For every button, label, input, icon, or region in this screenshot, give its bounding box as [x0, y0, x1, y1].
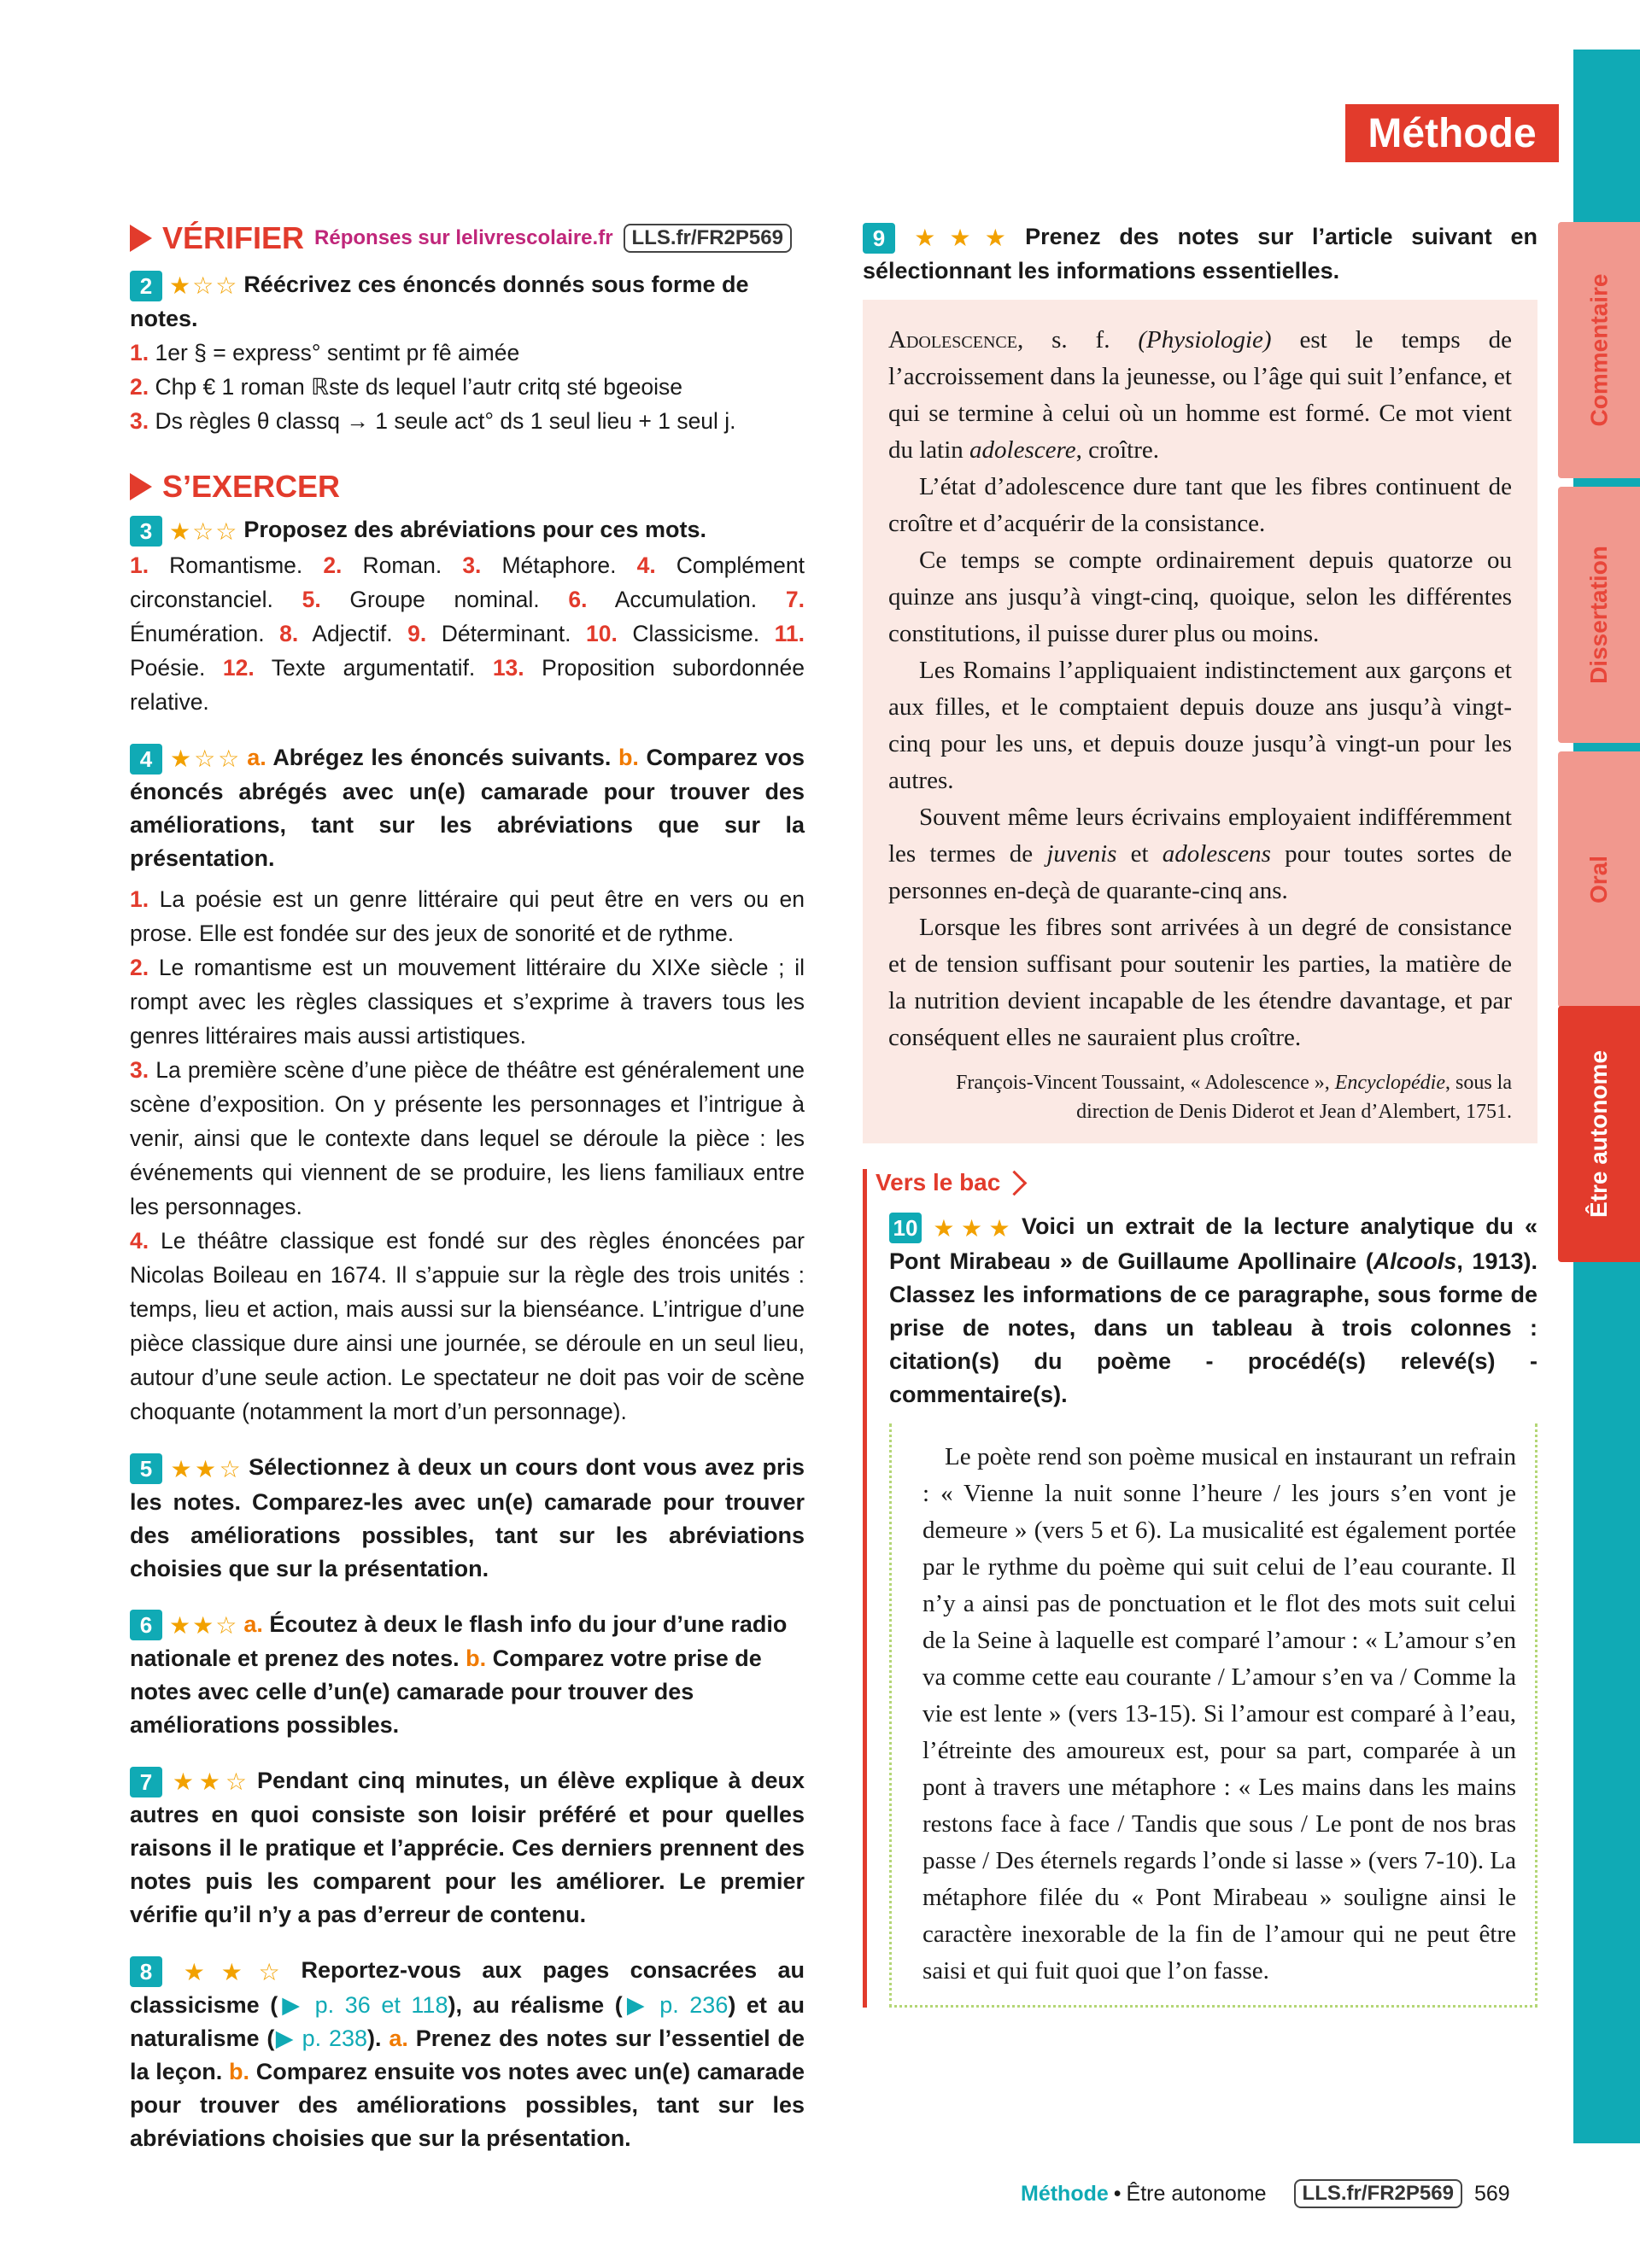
star-rating-icon: ★★★	[902, 225, 1021, 252]
exercise-number: 9	[863, 223, 895, 254]
exercise-5	[130, 1451, 805, 1585]
page-ref-link[interactable]: ▶ p. 238	[274, 2025, 367, 2051]
exercise-6: 6 ★★☆ a. Écoutez à deux le flash info du jour d’une radio nationale et prenez des notes. b. Comparez votre prise de notes avec celle d’un(e) camarade pour trouver des améliorations possibles.	[130, 1610, 788, 1738]
sexercer-title: S’EXERCER	[162, 469, 341, 505]
list-item: 1. La poésie est un genre littéraire qui peut être en vers ou en prose. Elle est fondée sur des jeux de sonorité et de rythme.	[130, 886, 805, 947]
exercise-number: 8	[130, 1956, 162, 1987]
paragraph: Ce temps se compte ordinairement depuis quatorze ou quinze ans jusqu’à vingt-cinq, quoique, selon les différentes constitutions, il puisse durer plus ou moins.	[888, 547, 1512, 648]
exercise-7	[130, 1764, 805, 1932]
exercise-number: 7	[130, 1767, 162, 1797]
exercise-instruction: Réécrivez ces énoncés donnés sous forme de notes.	[130, 272, 749, 332]
article-text-box	[863, 300, 1538, 1143]
exercise-instruction: Proposez des abréviations pour ces mots.	[243, 517, 706, 543]
star-rating-icon: ★★☆	[169, 1611, 239, 1639]
star-rating-icon: ★★★	[928, 1214, 1016, 1242]
star-rating-icon: ★☆☆	[169, 745, 243, 773]
list-item: 1. 1er § = express° sentimt pr fê aimée	[130, 340, 520, 366]
page-footer: Méthode • Être autonome LLS.fr/FR2P569 569	[1021, 2179, 1510, 2208]
exercise-4: 4 ★☆☆ a. Abrégez les énoncés suivants. b. Comparez vos énoncés abrégés avec un(e) camarade pour trouver des améliorations, tant sur les abréviations que sur la présentation. 1. La poésie est un genre littéraire qui peut être en vers ou en prose. Elle est fondée sur des jeux de sonorité et de rythme. 2. Le romantisme est un mouvement littéraire du XIXe siècle ; il rompt avec les règles classiques et s’exprime à travers tous les genres littéraires mais aussi artistiques. 3. La première scène d’une pièce de théâtre est généralement une scène d’exposition. On y présente les personnages et l’intrigue à venir, ainsi que le contexte dans lequel se déroule la pièce : les événements qui viennent de se produire, les liens familiaux entre les personnages. 4. Le théâtre classique est fondé sur des règles énoncées par Nicolas Boileau en 1674. Il s’appuie sur la règle des trois unités : temps, lieu et action, mais aussi sur la bienséance. L’intrigue d’une pièce classique dure ainsi une journée, se déroule en un seul lieu, autour d’une seule action. Le spectateur ne doit pas voir de scène choquante (notamment la mort d’un personnage).	[130, 741, 805, 1429]
methode-banner: Méthode	[1345, 104, 1559, 162]
verifier-header	[130, 220, 805, 256]
tab-oral[interactable]: Oral	[1558, 751, 1640, 1008]
source-credit: François-Vincent Toussaint, « Adolescence », Encyclopédie, sous la direction de Denis Diderot et Jean d’Alembert, 1751.	[956, 1072, 1512, 1124]
word-list: 1. Romantisme. 2. Roman. 3. Métaphore. 4. Complément circonstanciel. 5. Groupe nominal. 6. Accumulation. 7. Énumération. 8. Adjectif. 9. Déterminant. 10. Classicisme. 11. Poésie. 12. Texte argumentatif. 13. Proposition subordonnée relative.	[130, 552, 805, 715]
exercise-number: 5	[130, 1453, 162, 1484]
analysis-text-box: Le poète rend son poème musical en instaurant un refrain : « Vienne la nuit sonne l’heure / les jours s’en vont je demeure » (vers 5 et 6). La musicalité est également portée par le rythme du poème qui suit celui de l’eau courante. Il n’y a ainsi pas de ponctuation et le flot des mots suit celui de la Seine à laquelle est comparé l’amour : « L’amour s’en va comme cette eau courante / L’amour s’en va / Comme la vie est lente » (vers 13-15). Si l’amour est comparé à l’eau, l’étreinte des amoureux est, pour sa part, comparée à un pont à travers une métaphore : « Les mains dans les mains restons face à face / Tandis que sous / Le pont de nos bras passe / Des éternels regards l’onde si lasse » (vers 7-10). La métaphore filée du « Pont Mirabeau » souligne ainsi le caractère inexorable de la fin de l’amour qui ne peut être saisi et qui fuit quoi que l’on fasse.	[889, 1423, 1538, 2008]
exercise-number: 2	[130, 271, 162, 301]
list-item: 2. Chp € 1 roman ℝste ds lequel l’autr critq sté bgeoise	[130, 374, 683, 400]
paragraph: Souvent même leurs écrivains employaient indifféremment les termes de juvenis et adolescens pour toutes sortes de personnes en-deçà de quarante-cinq ans.	[888, 804, 1512, 905]
exercise-instruction: Sélectionnez à deux un cours dont vous avez pris les notes. Comparez-les avec un(e) camarade pour trouver des améliorations possibles, tant sur les abréviations choisies que sur la présentation.	[130, 1454, 805, 1581]
list-item: 3. Ds règles θ classq → 1 seule act° ds 1 seul lieu + 1 seul j.	[130, 408, 736, 435]
answers-link[interactable]: Réponses sur lelivrescolaire.fr	[314, 226, 613, 249]
star-rating-icon: ★☆☆	[169, 517, 239, 545]
star-rating-icon: ★★☆	[169, 1768, 252, 1796]
list-item: 3. La première scène d’une pièce de théâtre est généralement une scène d’exposition. On y présente les personnages et l’intrigue à venir, ainsi que le contexte dans lequel se déroule la pièce : les événements qui viennent de se produire, les liens familiaux entre les personnages.	[130, 1057, 805, 1220]
paragraph: Les Romains l’appliquaient indistinctement aux garçons et aux filles, et le comptaient depuis douze ans jusqu’à vingt-cinq pour les uns, et depuis douze jusqu’à vingt-un pour les autres.	[888, 657, 1512, 795]
exercise-8: 8 ★★☆ Reportez-vous aux pages consacrées au classicisme (▶ p. 36 et 118), au réalisme (▶ p. 236) et au naturalisme (▶ p. 238). a. Prenez des notes sur l’essentiel de la leçon. b. Comparez ensuite vos notes avec un(e) camarade pour trouver des améliorations possibles, tant sur les abréviations choisies que sur la présentation.	[130, 1957, 805, 2151]
verifier-title: VÉRIFIER	[162, 220, 305, 255]
exercise-instruction: Pendant cinq minutes, un élève explique à deux autres en quoi consiste son loisir préféré et pour quelles raisons il le pratique et l’apprécie. Ces derniers prennent des notes puis les comparent pour les améliorer. Le premier vérifie qu’il n’y a pas d’erreur de contenu.	[130, 1767, 805, 1928]
exercise-10: 10 ★★★ Voici un extrait de la lecture analytique du « Pont Mirabeau » de Guillaume Apollinaire (Alcools, 1913). Classez les informations de ce paragraphe, sous forme de prise de notes, dans un tableau à trois colonnes : citation(s) du poème - procédé(s) relevé(s) - commentaire(s).	[889, 1213, 1538, 1407]
page-ref-link[interactable]: ▶ p. 36 et 118	[278, 1991, 448, 2018]
right-column	[863, 220, 1538, 2008]
triangle-icon	[130, 225, 152, 252]
paragraph: Lorsque les fibres sont arrivées à un degré de consistance et de tension suffisant pour soutenir les parties, la matière de la nutrition devient incapable de les étendre davantage, et par conséquent elles ne sauraient plus croître.	[888, 914, 1512, 1052]
chevron-right-icon	[1002, 1171, 1028, 1196]
paragraph: Adolescence, s. f. (Physiologie) est le temps de l’accroissement dans la jeunesse, ou l’âge qui suit l’enfance, et qui se termine à celui où un homme est formé. Ce mot vient du latin adolescere, croître.	[888, 326, 1512, 465]
bac-block	[863, 1196, 1538, 2007]
exercise-3	[130, 513, 805, 718]
tab-etre-autonome[interactable]: Être autonome	[1558, 1006, 1640, 1262]
triangle-icon	[130, 473, 152, 500]
star-rating-icon: ★★☆	[169, 1958, 296, 1985]
list-item: 2. Le romantisme est un mouvement littéraire du XIXe siècle ; il rompt avec les règles classiques et s’exprime à travers tous les genres littéraires mais aussi artistiques.	[130, 955, 805, 1049]
exercise-number: 3	[130, 516, 162, 547]
vers-le-bac-header: Vers le bac	[863, 1169, 1538, 1196]
tab-dissertation[interactable]: Dissertation	[1558, 487, 1640, 743]
exercise-number: 6	[130, 1610, 162, 1640]
list-item: 4. Le théâtre classique est fondé sur des règles énoncées par Nicolas Boileau en 1674. Il s’appuie sur la règle des trois unités : temps, lieu et action, mais aussi sur la bienséance. L’intrigue d’une pièce classique dure ainsi une journée, se déroule en un seul lieu, autour d’une seule action. Le spectateur ne doit pas voir de scène choquante (notamment la mort d’un personnage).	[130, 1228, 805, 1425]
exercise-instruction: Prenez des notes sur l’article suivant en sélectionnant les informations essentielles.	[863, 224, 1538, 284]
sexercer-header	[130, 469, 805, 505]
exercise-9	[863, 220, 1538, 1143]
exercise-number: 4	[130, 744, 162, 775]
exercise-number: 10	[889, 1213, 922, 1243]
star-rating-icon: ★★☆	[169, 1455, 244, 1482]
tab-commentaire[interactable]: Commentaire	[1558, 222, 1640, 478]
left-column	[130, 220, 805, 2155]
paragraph: L’état d’adolescence dure tant que les fibres continuent de croître et d’acquérir de la consistance.	[888, 473, 1512, 538]
lls-link[interactable]: LLS.fr/FR2P569	[1294, 2179, 1462, 2208]
exercise-2	[130, 268, 805, 438]
star-rating-icon: ★☆☆	[169, 272, 239, 300]
lls-link[interactable]: LLS.fr/FR2P569	[624, 224, 792, 253]
page-ref-link[interactable]: ▶ p. 236	[622, 1991, 729, 2018]
page-number: 569	[1473, 2181, 1510, 2206]
